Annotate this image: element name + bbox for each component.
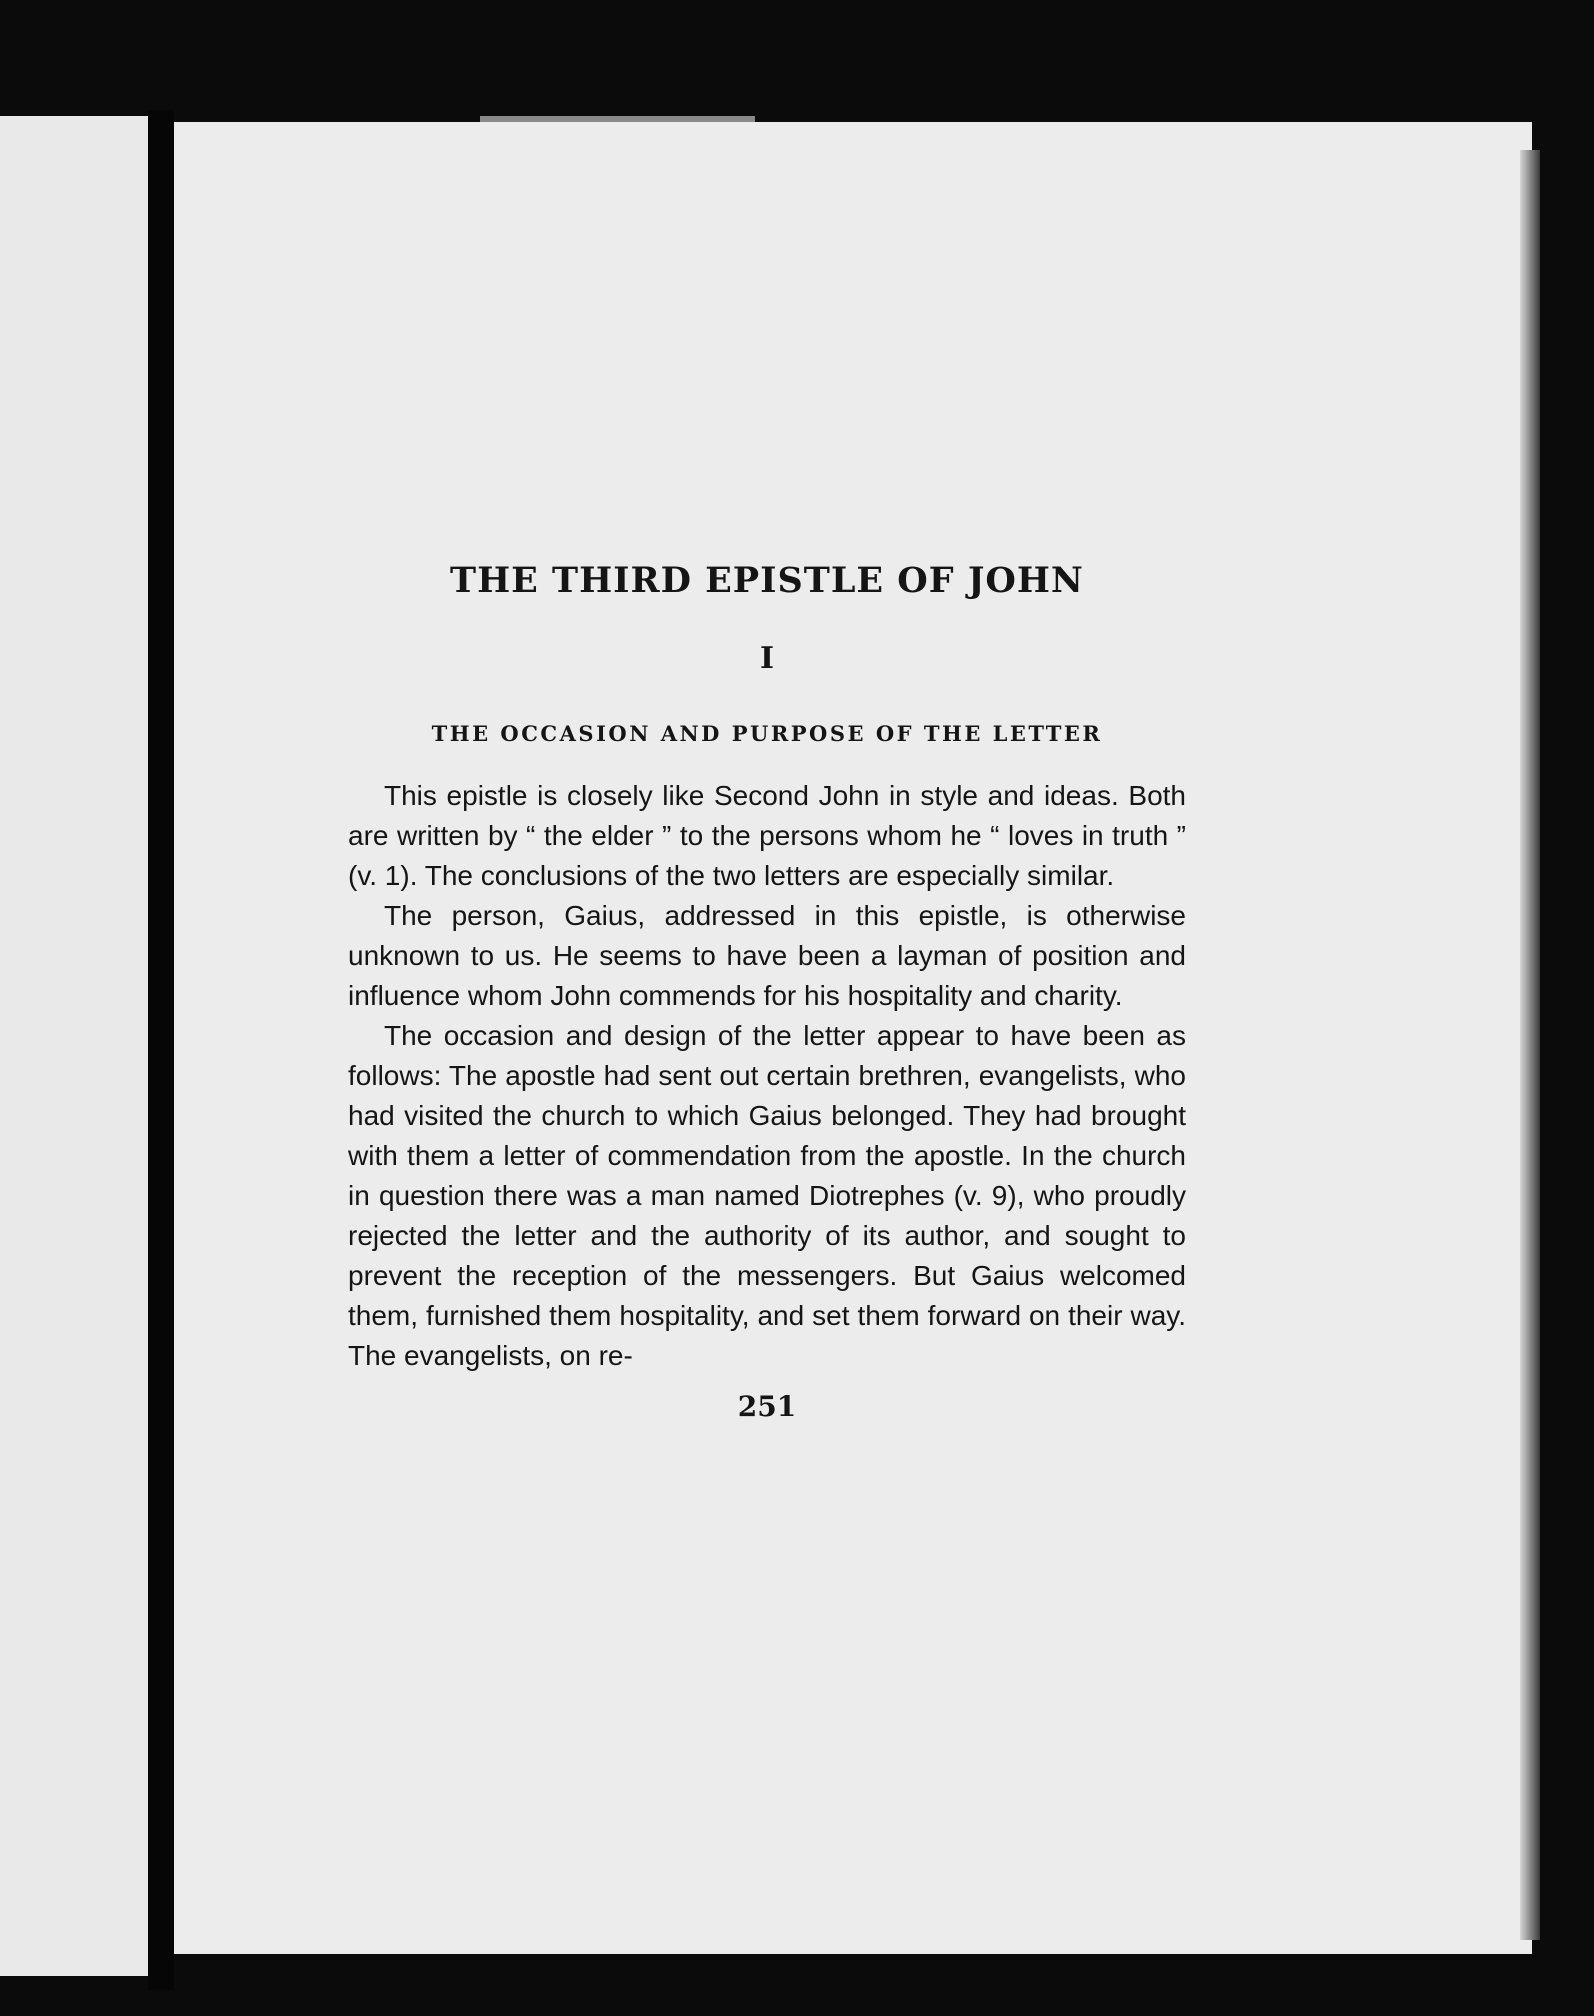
body-text (348, 776, 1186, 1376)
page-fore-edge (1520, 150, 1540, 1940)
paragraph-3: The occasion and design of the letter appear to have been as follows: The apostle had sent out certain brethren, evangelists, who had visited the church to which Gaius belonged. They had brought with them a letter of commendation from the apostle. In the church in question there was a man named Diotrephes (v. 9), who proudly rejected the letter and the authority of its author, and sought to prevent the reception of the messengers. But Gaius welcomed them, furnished them hospitality, and set them forward on their way. The evangelists, on re- (348, 1020, 1186, 1371)
page-title: THE THIRD EPISTLE OF JOHN (450, 560, 1084, 601)
section-heading: THE OCCASION AND PURPOSE OF THE LETTER (431, 721, 1103, 746)
facing-page (0, 116, 148, 1976)
chapter-number: I (759, 641, 775, 676)
page-number: 251 (737, 1390, 797, 1423)
paragraph-1: This epistle is closely like Second John in style and ideas. Both are written by “ the elder ” to the persons whom he “ loves in truth ” (v. 1). The conclusions of the two letters are especially similar. (348, 780, 1186, 891)
page-content (348, 560, 1186, 1423)
book-gutter (148, 110, 174, 1990)
paragraph-2: The person, Gaius, addressed in this epistle, is otherwise unknown to us. He seems to have been a layman of position and influence whom John commends for his hospitality and charity. (348, 900, 1186, 1011)
